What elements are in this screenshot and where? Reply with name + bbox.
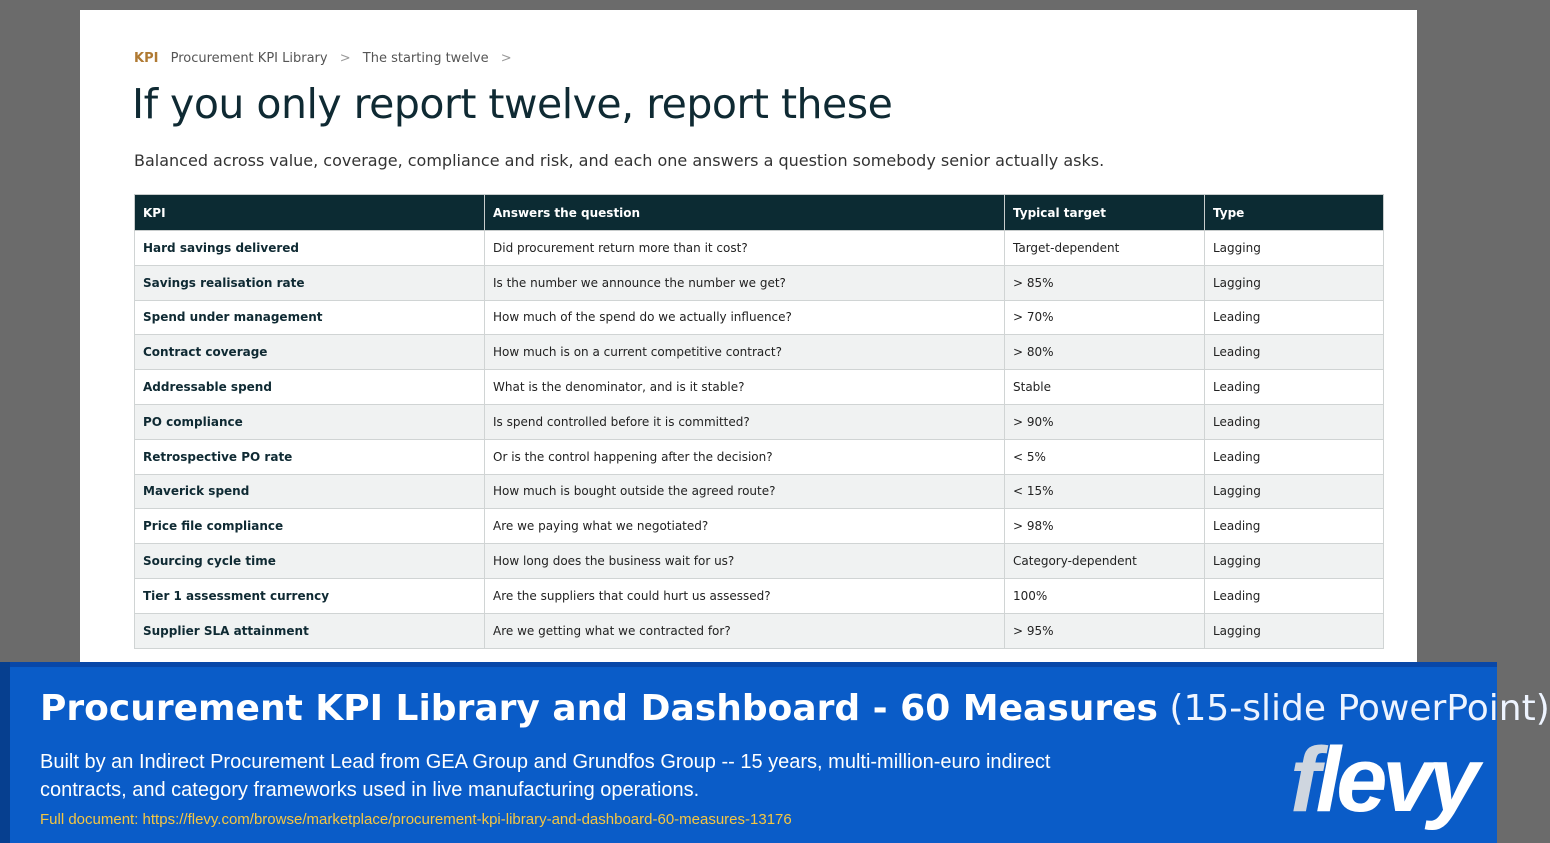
table-row [135, 613, 1384, 648]
kpi-question: What is the denominator, and is it stable? [485, 370, 1005, 405]
header-type: Type [1205, 195, 1384, 231]
logo-letters-levy: levy [1315, 729, 1475, 831]
kpi-name: Sourcing cycle time [135, 544, 485, 579]
table-row [135, 231, 1384, 266]
breadcrumb [134, 51, 520, 66]
kpi-target: > 95% [1005, 613, 1205, 648]
table-row [135, 404, 1384, 439]
table-row [135, 370, 1384, 405]
kpi-type: Leading [1205, 370, 1384, 405]
kpi-type: Lagging [1205, 613, 1384, 648]
kpi-target: 100% [1005, 578, 1205, 613]
kpi-name: Maverick spend [135, 474, 485, 509]
breadcrumb-item-library[interactable]: Procurement KPI Library [170, 51, 328, 66]
kpi-name: PO compliance [135, 404, 485, 439]
kpi-type: Leading [1205, 578, 1384, 613]
kpi-target: > 98% [1005, 509, 1205, 544]
table-row [135, 300, 1384, 335]
kpi-question: How long does the business wait for us? [485, 544, 1005, 579]
breadcrumb-separator: > [339, 51, 351, 66]
flevy-logo[interactable] [1290, 729, 1475, 831]
kpi-question: Is the number we announce the number we get? [485, 265, 1005, 300]
kpi-target: > 85% [1005, 265, 1205, 300]
banner-description: Built by an Indirect Procurement Lead from GEA Group and Grundfos Group -- 15 years, multi-million-euro indirect contracts, and category frameworks used in live manufacturing operations. [40, 751, 1051, 801]
kpi-type: Lagging [1205, 474, 1384, 509]
kpi-question: How much is bought outside the agreed route? [485, 474, 1005, 509]
banner-title-main: Procurement KPI Library and Dashboard - 60 Measures [40, 688, 1158, 729]
kpi-name: Addressable spend [135, 370, 485, 405]
header-kpi: KPI [135, 195, 485, 231]
logo-letter-f: f [1290, 729, 1316, 831]
kpi-question: How much of the spend do we actually influence? [485, 300, 1005, 335]
table-row [135, 265, 1384, 300]
kpi-type: Leading [1205, 404, 1384, 439]
breadcrumb-separator: > [500, 51, 512, 66]
kpi-question: Did procurement return more than it cost? [485, 231, 1005, 266]
table-row [135, 474, 1384, 509]
kpi-target: Category-dependent [1005, 544, 1205, 579]
kpi-type: Leading [1205, 439, 1384, 474]
kpi-type: Lagging [1205, 265, 1384, 300]
kpi-type: Lagging [1205, 231, 1384, 266]
kpi-type: Leading [1205, 335, 1384, 370]
kpi-table [134, 194, 1384, 649]
banner-top-line [0, 662, 1497, 667]
header-question: Answers the question [485, 195, 1005, 231]
kpi-target: Stable [1005, 370, 1205, 405]
kpi-target: > 90% [1005, 404, 1205, 439]
promo-banner [0, 662, 1550, 843]
breadcrumb-tag: KPI [134, 51, 159, 66]
header-target: Typical target [1005, 195, 1205, 231]
kpi-name: Hard savings delivered [135, 231, 485, 266]
kpi-type: Leading [1205, 300, 1384, 335]
page-subtitle: Balanced across value, coverage, compliance and risk, and each one answers a question somebody senior actually asks. [134, 151, 1105, 170]
kpi-target: < 15% [1005, 474, 1205, 509]
kpi-question: Or is the control happening after the decision? [485, 439, 1005, 474]
table-header-row [135, 195, 1384, 231]
kpi-type: Lagging [1205, 544, 1384, 579]
kpi-target: Target-dependent [1005, 231, 1205, 266]
kpi-target: > 80% [1005, 335, 1205, 370]
table-row [135, 509, 1384, 544]
kpi-name: Contract coverage [135, 335, 485, 370]
kpi-target: < 5% [1005, 439, 1205, 474]
kpi-name: Supplier SLA attainment [135, 613, 485, 648]
breadcrumb-item-starting-twelve[interactable]: The starting twelve [362, 51, 489, 66]
table-row [135, 335, 1384, 370]
kpi-target: > 70% [1005, 300, 1205, 335]
kpi-name: Price file compliance [135, 509, 485, 544]
banner-document-link[interactable]: Full document: https://flevy.com/browse/marketplace/procurement-kpi-library-and-dashboard-60-measures-13176 [40, 811, 792, 828]
slide [80, 10, 1417, 670]
banner-title [40, 688, 1550, 729]
page-title: If you only report twelve, report these [132, 80, 893, 128]
kpi-question: Are we getting what we contracted for? [485, 613, 1005, 648]
kpi-name: Savings realisation rate [135, 265, 485, 300]
kpi-question: Is spend controlled before it is committed? [485, 404, 1005, 439]
kpi-question: Are we paying what we negotiated? [485, 509, 1005, 544]
kpi-name: Retrospective PO rate [135, 439, 485, 474]
table-row [135, 544, 1384, 579]
kpi-question: How much is on a current competitive contract? [485, 335, 1005, 370]
table-row [135, 439, 1384, 474]
table-row [135, 578, 1384, 613]
kpi-name: Tier 1 assessment currency [135, 578, 485, 613]
banner-title-format: (15-slide PowerPoint) [1169, 688, 1550, 729]
kpi-name: Spend under management [135, 300, 485, 335]
kpi-question: Are the suppliers that could hurt us assessed? [485, 578, 1005, 613]
kpi-type: Leading [1205, 509, 1384, 544]
banner-left-edge [0, 662, 10, 843]
